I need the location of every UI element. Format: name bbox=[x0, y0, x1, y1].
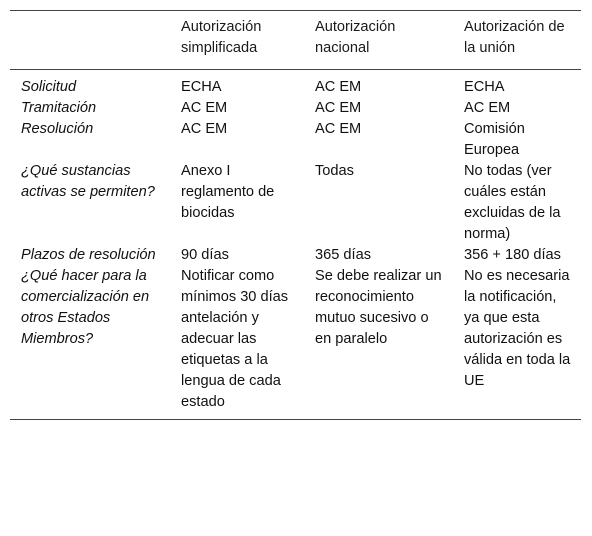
row-label: Tramitación bbox=[21, 100, 97, 116]
table-row bbox=[10, 98, 581, 119]
row-label: Solicitud bbox=[21, 79, 77, 95]
table-cell: AC EM bbox=[464, 100, 511, 116]
table-cell: 90 días bbox=[181, 247, 229, 263]
table-cell: Todas bbox=[315, 163, 354, 179]
table-cell: AC EM bbox=[315, 79, 362, 95]
row-label: Resolución bbox=[21, 121, 94, 137]
table-cell: AC EM bbox=[315, 100, 362, 116]
header-cell-union: Autorización de la unión bbox=[464, 19, 565, 56]
table-cell: 356 + 180 días bbox=[464, 247, 561, 263]
row-label: Plazos de resolución bbox=[21, 247, 156, 263]
table-cell: No todas (ver cuáles están excluidas de la norma) bbox=[464, 163, 561, 242]
header-cell-simplified: Autorización simplificada bbox=[181, 19, 262, 56]
table-cell: ECHA bbox=[464, 79, 505, 95]
header-cell-national: Autorización nacional bbox=[315, 19, 396, 56]
table-cell: Anexo I reglamento de biocidas bbox=[181, 163, 275, 221]
authorization-comparison-table bbox=[10, 10, 581, 420]
table-cell: Notificar como mínimos 30 días antelación y adecuar las etiquetas a la lengua de cada estado bbox=[181, 268, 289, 410]
table-row bbox=[10, 266, 581, 420]
table-cell: AC EM bbox=[181, 100, 228, 116]
header-cell-empty bbox=[10, 11, 170, 70]
table-cell: AC EM bbox=[315, 121, 362, 137]
comparison-table-container bbox=[10, 10, 581, 420]
table-cell: No es necesaria la notificación, ya que esta autorización es válida en toda la UE bbox=[464, 268, 571, 389]
table-cell: Comisión Europea bbox=[464, 121, 525, 158]
table-cell: 365 días bbox=[315, 247, 371, 263]
row-label: ¿Qué hacer para la comercialización en otros Estados Miembros? bbox=[21, 268, 150, 347]
row-label: ¿Qué sustancias activas se permiten? bbox=[21, 163, 155, 200]
table-cell: AC EM bbox=[181, 121, 228, 137]
table-row bbox=[10, 245, 581, 266]
table-row bbox=[10, 70, 581, 99]
table-cell: ECHA bbox=[181, 79, 222, 95]
table-row bbox=[10, 161, 581, 245]
table-cell: Se debe realizar un reconocimiento mutuo sucesivo o en paralelo bbox=[315, 268, 442, 347]
header-row bbox=[10, 11, 581, 70]
table-row bbox=[10, 119, 581, 161]
